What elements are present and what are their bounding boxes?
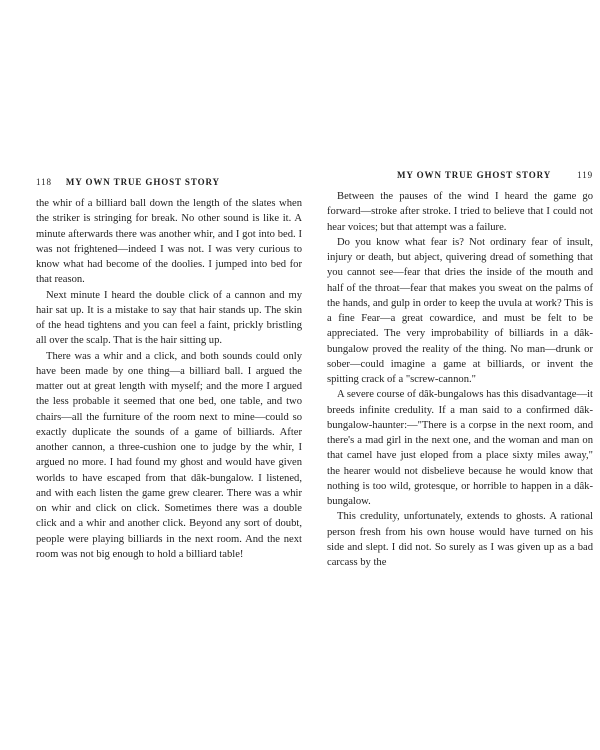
left-page — [36, 177, 302, 562]
right-page-body — [327, 189, 593, 570]
paragraph: Do you know what fear is? Not ordinary fear of insult, injury or death, but abject, quivering dread of something that you cannot see—fear that dries the inside of the mouth and half of the throat—fear that makes you sweat on the palms of the hands, and gulp in order to keep the uvula at work? This is a fine Fear—a great cowardice, and must be felt to be appreciated. The very improbability of billiards in a dâk-bungalow proved the reality of the thing. No man—drunk or sober—could imagine a game at billiards, or invent the spitting crack of a "screw-cannon." — [327, 236, 593, 385]
right-running-head — [327, 170, 593, 186]
right-page — [327, 170, 593, 570]
paragraph: A severe course of dâk-bungalows has this disadvantage—it breeds infinite credulity. If a man said to a confirmed dâk-bungalow-haunter:—"There is a corpse in the next room, and there's a mad girl in the next one, and the woman and man on that camel have just eloped from a place sixty miles away," the hearer would not disbelieve because he would know that nothing is too wild, grotesque, or horrible to happen in a dâk-bungalow. — [327, 389, 593, 507]
left-page-number: 118 — [36, 177, 52, 187]
paragraph: Next minute I heard the double click of a cannon and my hair sat up. It is a mistake to say that hair stands up. The skin of the head tightens and you can feel a faint, prickly bristling all over the scalp. That is the hair sitting up. — [36, 289, 302, 347]
left-running-title: MY OWN TRUE GHOST STORY — [65, 177, 220, 187]
paragraph: Between the pauses of the wind I heard the game go forward—stroke after stroke. I tried to believe that I could not hear voices; but that attempt was a failure. — [327, 191, 593, 233]
paragraph: This credulity, unfortunately, extends to ghosts. A rational person fresh from his own house would have turned on his side and slept. I did not. So surely as I was given up as a bad carcass by the — [327, 511, 593, 568]
left-running-head — [36, 177, 302, 193]
left-page-body — [36, 196, 302, 562]
paragraph: There was a whir and a click, and both sounds could only have been made by one thing—a billiard ball. I argued the matter out at great length with myself; and the more I argued the less probable it seemed that one bed, one table, and two chairs—all the furniture of the room next to mine—could so exactly duplicate the sounds of a game of billiards. After another cannon, a three-cushion one to judge by the whir, I argued no more. I had found my ghost and would have given worlds to have escaped from that dâk-bungalow. I listened, and with each listen the game grew clearer. There was a whir on whir and click on click. Sometimes there was a double click and a whir and another click. Beyond any sort of doubt, people were playing billiards in the next room. And the next room was not big enough to hold a billiard table! — [36, 350, 302, 560]
paragraph: the whir of a billiard ball down the length of the slates when the striker is stringing for break. No other sound is like it. A minute afterwards there was another whir, and I got into bed. I was not frightened—indeed I was not. I was very curious to know what had become of the doolies. I jumped into bed for that reason. — [36, 198, 302, 286]
right-page-number: 119 — [577, 170, 593, 180]
right-running-title: MY OWN TRUE GHOST STORY — [397, 170, 552, 180]
